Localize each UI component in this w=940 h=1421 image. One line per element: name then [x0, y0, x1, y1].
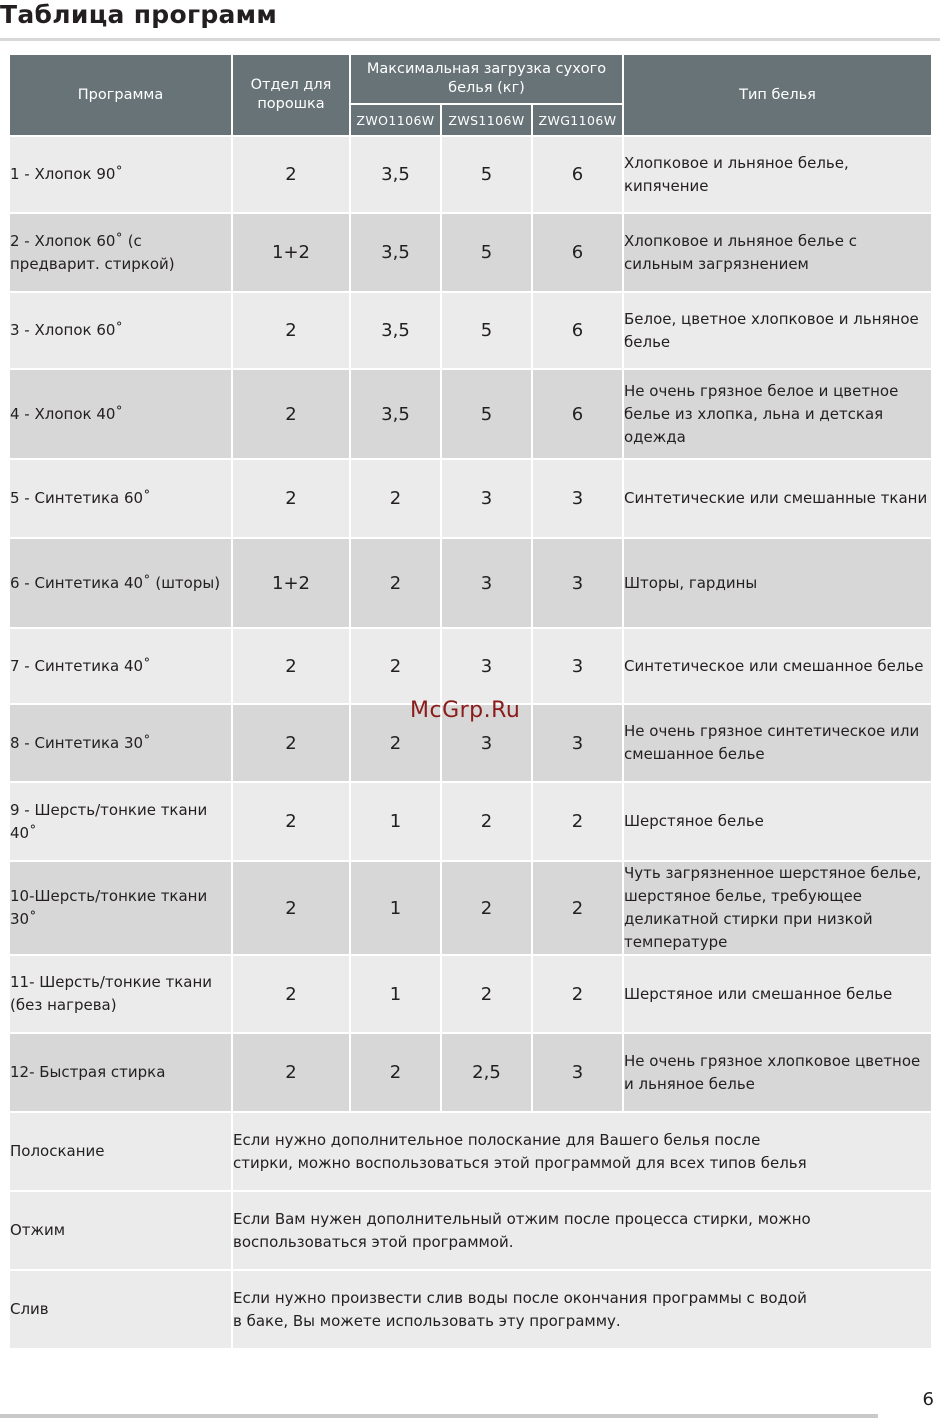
- footer-divider: [0, 1414, 878, 1418]
- load-zws-value: 3: [442, 539, 531, 627]
- load-zwo-value: 1: [351, 956, 440, 1032]
- table-row: [10, 137, 931, 212]
- program-name: 9 - Шерсть/тонкие ткани 40˚: [10, 783, 231, 860]
- page-title: Таблица программ: [0, 0, 278, 29]
- program-name: 12- Быстрая стирка: [10, 1034, 231, 1111]
- extra-program-description: Если нужно произвести слив воды после окончания программы с водой в баке, Вы можете использовать эту программу.: [233, 1271, 931, 1348]
- load-zwg-value: 6: [533, 370, 622, 458]
- compartment-value: 2: [233, 629, 349, 703]
- header-compartment: Отдел для порошка: [233, 55, 349, 135]
- laundry-type: Хлопковое и льняное белье, кипячение: [624, 137, 931, 212]
- header-model-zws: ZWS1106W: [442, 105, 531, 135]
- extra-program-description: Если Вам нужен дополнительный отжим после процесса стирки, можно воспользоваться этой программой.: [233, 1192, 931, 1269]
- load-zwo-value: 3,5: [351, 137, 440, 212]
- extra-program-name: Слив: [10, 1271, 231, 1348]
- load-zwg-value: 2: [533, 783, 622, 860]
- extra-program-name: Отжим: [10, 1192, 231, 1269]
- laundry-type: Не очень грязное синтетическое или смешанное белье: [624, 705, 931, 781]
- program-name: 5 - Синтетика 60˚: [10, 460, 231, 537]
- load-zwg-value: 6: [533, 137, 622, 212]
- load-zws-value: 5: [442, 214, 531, 291]
- laundry-type: Не очень грязное хлопковое цветное и льняное белье: [624, 1034, 931, 1111]
- compartment-value: 2: [233, 460, 349, 537]
- table-row: [10, 629, 931, 703]
- extra-row: [10, 1113, 931, 1190]
- laundry-type: Шторы, гардины: [624, 539, 931, 627]
- page-number: 6: [922, 1389, 934, 1410]
- load-zwo-value: 2: [351, 705, 440, 781]
- load-zwo-value: 2: [351, 1034, 440, 1111]
- compartment-value: 2: [233, 293, 349, 368]
- table-row: [10, 460, 931, 537]
- load-zws-value: 2,5: [442, 1034, 531, 1111]
- program-name: 7 - Синтетика 40˚: [10, 629, 231, 703]
- compartment-value: 2: [233, 862, 349, 954]
- load-zwg-value: 3: [533, 629, 622, 703]
- load-zwg-value: 2: [533, 862, 622, 954]
- load-zwo-value: 2: [351, 539, 440, 627]
- load-zwo-value: 1: [351, 862, 440, 954]
- laundry-type: Шерстяное белье: [624, 783, 931, 860]
- load-zws-value: 5: [442, 137, 531, 212]
- program-name: 3 - Хлопок 60˚: [10, 293, 231, 368]
- title-divider: [0, 38, 940, 41]
- laundry-type: Чуть загрязненное шерстяное белье, шерстяное белье, требующее деликатной стирки при низкой температуре: [624, 862, 931, 954]
- compartment-value: 2: [233, 137, 349, 212]
- load-zwg-value: 3: [533, 705, 622, 781]
- table-row: [10, 293, 931, 368]
- extra-row: [10, 1271, 931, 1348]
- laundry-type: Белое, цветное хлопковое и льняное белье: [624, 293, 931, 368]
- compartment-value: 2: [233, 956, 349, 1032]
- laundry-type: Синтетические или смешанные ткани: [624, 460, 931, 537]
- compartment-value: 2: [233, 783, 349, 860]
- table-row: [10, 862, 931, 954]
- program-name: 10-Шерсть/тонкие ткани 30˚: [10, 862, 231, 954]
- header-program: Программа: [10, 55, 231, 135]
- load-zws-value: 2: [442, 783, 531, 860]
- load-zwo-value: 3,5: [351, 370, 440, 458]
- load-zws-value: 3: [442, 705, 531, 781]
- header-max-load: Максимальная загрузка сухого белья (кг): [351, 55, 622, 103]
- load-zws-value: 2: [442, 862, 531, 954]
- header-model-zwg: ZWG1106W: [533, 105, 622, 135]
- compartment-value: 1+2: [233, 539, 349, 627]
- load-zwg-value: 3: [533, 539, 622, 627]
- load-zwg-value: 3: [533, 460, 622, 537]
- laundry-type: Не очень грязное белое и цветное белье из хлопка, льна и детская одежда: [624, 370, 931, 458]
- table-row: [10, 370, 931, 458]
- program-name: 4 - Хлопок 40˚: [10, 370, 231, 458]
- header-type: Тип белья: [624, 55, 931, 135]
- load-zws-value: 5: [442, 370, 531, 458]
- load-zws-value: 5: [442, 293, 531, 368]
- compartment-value: 2: [233, 1034, 349, 1111]
- load-zws-value: 3: [442, 629, 531, 703]
- program-name: 8 - Синтетика 30˚: [10, 705, 231, 781]
- table-row: [10, 1034, 931, 1111]
- extra-program-description: Если нужно дополнительное полоскание для Вашего белья после стирки, можно воспользоваться этой программой для всех типов белья: [233, 1113, 931, 1190]
- load-zwo-value: 3,5: [351, 214, 440, 291]
- extra-program-name: Полоскание: [10, 1113, 231, 1190]
- load-zws-value: 2: [442, 956, 531, 1032]
- load-zwo-value: 3,5: [351, 293, 440, 368]
- table-row: [10, 539, 931, 627]
- header-model-zwo: ZWO1106W: [351, 105, 440, 135]
- compartment-value: 2: [233, 705, 349, 781]
- table-row: [10, 783, 931, 860]
- program-name: 1 - Хлопок 90˚: [10, 137, 231, 212]
- load-zwo-value: 1: [351, 783, 440, 860]
- load-zwg-value: 2: [533, 956, 622, 1032]
- load-zwg-value: 3: [533, 1034, 622, 1111]
- load-zwo-value: 2: [351, 460, 440, 537]
- laundry-type: Синтетическое или смешанное белье: [624, 629, 931, 703]
- compartment-value: 2: [233, 370, 349, 458]
- program-name: 6 - Синтетика 40˚ (шторы): [10, 539, 231, 627]
- program-name: 2 - Хлопок 60˚ (с предварит. стиркой): [10, 214, 231, 291]
- load-zwg-value: 6: [533, 293, 622, 368]
- load-zwo-value: 2: [351, 629, 440, 703]
- load-zwg-value: 6: [533, 214, 622, 291]
- program-name: 11- Шерсть/тонкие ткани (без нагрева): [10, 956, 231, 1032]
- watermark: McGrp.Ru: [410, 698, 521, 723]
- load-zws-value: 3: [442, 460, 531, 537]
- laundry-type: Хлопковое и льняное белье с сильным загрязнением: [624, 214, 931, 291]
- table-row: [10, 214, 931, 291]
- extra-row: [10, 1192, 931, 1269]
- laundry-type: Шерстяное или смешанное белье: [624, 956, 931, 1032]
- table-row: [10, 956, 931, 1032]
- compartment-value: 1+2: [233, 214, 349, 291]
